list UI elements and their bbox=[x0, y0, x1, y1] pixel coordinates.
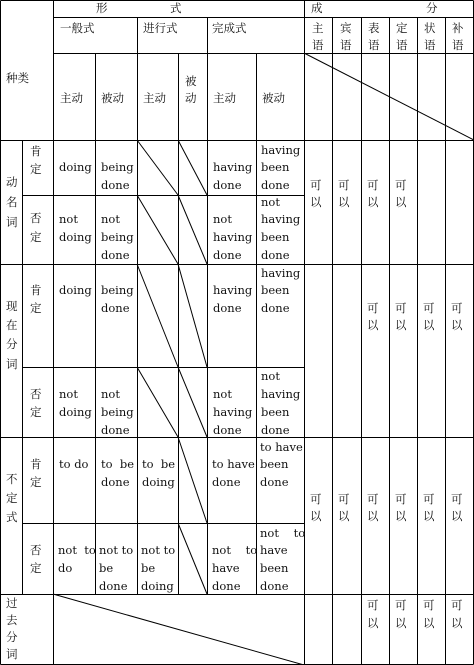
gerund-neg-perfect-passive-2: having bbox=[261, 212, 301, 226]
participle-neg-simple-active-2: doing bbox=[59, 405, 92, 419]
infinitive-ok-subject-1: 可 bbox=[310, 492, 322, 506]
gerund-label-1: 动 bbox=[6, 175, 18, 189]
gerund-neg-simple-passive-2: being bbox=[101, 230, 134, 244]
past-participle-label-4: 词 bbox=[6, 647, 18, 661]
past-participle-ok-adverbial-1: 可 bbox=[423, 598, 435, 612]
infinitive-aff-perfect-passive-3: done bbox=[260, 475, 289, 489]
participle-affirm-2: 定 bbox=[30, 301, 42, 315]
gerund-label-3: 词 bbox=[6, 215, 18, 229]
participle-neg-simple-passive-2: being bbox=[101, 405, 134, 419]
infinitive-ok-object-1: 可 bbox=[338, 492, 350, 506]
participle-neg-perfect-passive-1: not bbox=[261, 369, 280, 383]
component-complement-1: 补 bbox=[452, 21, 464, 35]
infinitive-neg-prog-active-3: doing bbox=[141, 579, 174, 593]
infinitive-ok-subject-2: 以 bbox=[310, 509, 322, 523]
infinitive-ok-attribute-1: 可 bbox=[395, 492, 407, 506]
infinitive-affirm-1: 肯 bbox=[30, 457, 42, 471]
participle-ok-adverbial-1: 可 bbox=[423, 301, 435, 315]
form-title-left: 形 bbox=[96, 1, 108, 15]
participle-neg-perfect-active-3: done bbox=[213, 423, 242, 437]
infinitive-ok-adverbial-2: 以 bbox=[423, 509, 435, 523]
gerund-neg-simple-passive-3: done bbox=[101, 248, 130, 262]
gerund-label-2: 名 bbox=[6, 195, 18, 209]
infinitive-neg-2: 定 bbox=[30, 561, 42, 575]
participle-label-4: 词 bbox=[6, 357, 18, 371]
infinitive-ok-complement-2: 以 bbox=[451, 509, 463, 523]
gerund-neg-simple-active-1: not bbox=[59, 212, 78, 226]
component-predicative-2: 语 bbox=[368, 38, 380, 52]
infinitive-aff-prog-active-2: doing bbox=[142, 475, 175, 489]
infinitive-affirm-2: 定 bbox=[30, 475, 42, 489]
infinitive-aff-simple-passive-2: done bbox=[101, 475, 130, 489]
participle-aff-simple-passive-2: done bbox=[101, 301, 130, 315]
gerund-neg-perfect-active-3: done bbox=[213, 248, 242, 262]
component-object-2: 语 bbox=[340, 38, 352, 52]
infinitive-aff-perfect-active-1: to have bbox=[212, 457, 255, 471]
infinitive-neg-prog-active-2: be bbox=[141, 561, 156, 575]
infinitive-neg-simple-active-1: not to bbox=[58, 543, 96, 557]
gerund-aff-perfect-active-1: having bbox=[213, 160, 253, 174]
participle-neg-2: 定 bbox=[30, 405, 42, 419]
gerund-aff-simple-active: doing bbox=[59, 160, 92, 174]
past-participle-ok-attribute-2: 以 bbox=[395, 616, 407, 630]
infinitive-aff-simple-active: to do bbox=[59, 457, 89, 471]
participle-aff-simple-passive-1: being bbox=[101, 283, 134, 297]
form-title-right: 式 bbox=[170, 1, 182, 15]
participle-ok-complement-2: 以 bbox=[451, 318, 463, 332]
header-simple-active: 主动 bbox=[60, 91, 83, 105]
participle-neg-simple-passive-1: not bbox=[101, 387, 120, 401]
header-simple-passive: 被动 bbox=[101, 91, 124, 105]
past-participle-ok-adverbial-2: 以 bbox=[423, 616, 435, 630]
header-prog-passive-2: 动 bbox=[185, 91, 197, 105]
gerund-ok-object-1: 可 bbox=[338, 178, 350, 192]
participle-neg-perfect-passive-2: having bbox=[261, 387, 301, 401]
gerund-ok-attribute-2: 以 bbox=[395, 195, 407, 209]
gerund-neg-perfect-passive-3: been bbox=[261, 230, 290, 244]
infinitive-ok-predicative-1: 可 bbox=[367, 492, 379, 506]
header-perfect: 完成式 bbox=[212, 21, 247, 35]
participle-aff-perfect-active-1: having bbox=[213, 283, 253, 297]
infinitive-aff-prog-active-1: to be bbox=[142, 457, 176, 471]
participle-ok-attribute-2: 以 bbox=[395, 318, 407, 332]
header-kind: 种类 bbox=[6, 71, 29, 85]
infinitive-neg-perfect-active-1: not to bbox=[212, 543, 258, 557]
header-progressive: 进行式 bbox=[143, 21, 178, 35]
gerund-neg-perfect-passive-1: not bbox=[261, 195, 280, 209]
gerund-aff-simple-passive-2: done bbox=[101, 178, 130, 192]
gerund-affirm-1: 肯 bbox=[30, 144, 42, 158]
infinitive-neg-perfect-passive-2: have bbox=[260, 543, 288, 557]
past-participle-ok-complement-2: 以 bbox=[451, 616, 463, 630]
participle-neg-perfect-active-1: not bbox=[213, 387, 232, 401]
infinitive-neg-perfect-active-3: done bbox=[212, 579, 241, 593]
past-participle-ok-predicative-1: 可 bbox=[367, 598, 379, 612]
header-simple: 一般式 bbox=[60, 21, 95, 35]
gerund-aff-simple-passive-1: being bbox=[101, 160, 134, 174]
component-attribute-1: 定 bbox=[396, 21, 408, 35]
infinitive-ok-object-2: 以 bbox=[338, 509, 350, 523]
participle-neg-1: 否 bbox=[30, 387, 42, 401]
participle-ok-predicative-2: 以 bbox=[367, 318, 379, 332]
header-prog-active: 主动 bbox=[143, 91, 166, 105]
gerund-aff-perfect-passive-2: been bbox=[261, 160, 290, 174]
gerund-ok-predicative-1: 可 bbox=[367, 178, 379, 192]
participle-aff-perfect-passive-3: done bbox=[261, 301, 290, 315]
participle-label-2: 在 bbox=[6, 318, 18, 332]
participle-aff-perfect-passive-1: having bbox=[261, 266, 301, 280]
gerund-ok-subject-1: 可 bbox=[310, 178, 322, 192]
header-perfect-passive: 被动 bbox=[262, 91, 285, 105]
past-participle-ok-predicative-2: 以 bbox=[367, 616, 379, 630]
infinitive-aff-perfect-active-2: done bbox=[212, 475, 241, 489]
gerund-ok-predicative-2: 以 bbox=[367, 195, 379, 209]
past-participle-ok-attribute-1: 可 bbox=[395, 598, 407, 612]
header-perfect-active: 主动 bbox=[213, 91, 236, 105]
infinitive-neg-prog-active-1: not to bbox=[141, 543, 176, 557]
participle-aff-perfect-passive-2: been bbox=[261, 283, 290, 297]
gerund-neg-2: 定 bbox=[30, 230, 42, 244]
gerund-affirm-2: 定 bbox=[30, 162, 42, 176]
infinitive-ok-predicative-2: 以 bbox=[367, 509, 379, 523]
participle-neg-perfect-passive-3: been bbox=[261, 405, 290, 419]
infinitive-aff-perfect-passive-2: been bbox=[260, 457, 289, 471]
infinitive-label-2: 定 bbox=[6, 491, 18, 505]
past-participle-ok-complement-1: 可 bbox=[451, 598, 463, 612]
infinitive-ok-adverbial-1: 可 bbox=[423, 492, 435, 506]
infinitive-neg-simple-passive-2: be bbox=[99, 561, 114, 575]
component-complement-2: 语 bbox=[452, 38, 464, 52]
infinitive-neg-simple-active-2: do bbox=[58, 561, 73, 575]
gerund-neg-1: 否 bbox=[30, 211, 42, 225]
past-participle-label-3: 分 bbox=[6, 630, 18, 644]
participle-neg-perfect-active-2: having bbox=[213, 405, 253, 419]
infinitive-neg-simple-passive-1: not to bbox=[99, 543, 134, 557]
component-predicative-1: 表 bbox=[368, 21, 380, 35]
infinitive-aff-simple-passive-1: to be bbox=[101, 457, 135, 471]
gerund-ok-attribute-1: 可 bbox=[395, 178, 407, 192]
gerund-neg-perfect-active-2: having bbox=[213, 230, 253, 244]
participle-aff-perfect-active-2: done bbox=[213, 301, 242, 315]
gerund-neg-simple-active-2: doing bbox=[59, 230, 92, 244]
infinitive-neg-perfect-passive-3: been bbox=[260, 561, 289, 575]
component-adverbial-1: 状 bbox=[424, 21, 436, 35]
gerund-neg-perfect-passive-4: done bbox=[261, 248, 290, 262]
infinitive-label-3: 式 bbox=[6, 510, 18, 524]
participle-neg-simple-passive-3: done bbox=[101, 423, 130, 437]
participle-ok-adverbial-2: 以 bbox=[423, 318, 435, 332]
gerund-neg-simple-passive-1: not bbox=[101, 212, 120, 226]
participle-ok-attribute-1: 可 bbox=[395, 301, 407, 315]
gerund-neg-perfect-active-1: not bbox=[213, 212, 232, 226]
component-title-right: 分 bbox=[426, 1, 438, 15]
infinitive-label-1: 不 bbox=[6, 472, 18, 486]
gerund-ok-object-2: 以 bbox=[338, 195, 350, 209]
gerund-aff-perfect-passive-1: having bbox=[261, 143, 301, 157]
gerund-ok-subject-2: 以 bbox=[310, 195, 322, 209]
participle-affirm-1: 肯 bbox=[30, 283, 42, 297]
participle-label-3: 分 bbox=[6, 337, 18, 351]
infinitive-neg-perfect-passive-1: not to bbox=[260, 526, 306, 540]
infinitive-aff-perfect-passive-1: to have bbox=[260, 440, 303, 454]
component-adverbial-2: 语 bbox=[424, 38, 436, 52]
participle-neg-simple-active-1: not bbox=[59, 387, 78, 401]
gerund-aff-perfect-active-2: done bbox=[213, 178, 242, 192]
participle-ok-complement-1: 可 bbox=[451, 301, 463, 315]
component-attribute-2: 语 bbox=[396, 38, 408, 52]
infinitive-neg-perfect-active-2: have bbox=[212, 561, 240, 575]
component-subject-2: 语 bbox=[312, 38, 324, 52]
infinitive-neg-perfect-passive-4: done bbox=[260, 579, 289, 593]
component-object-1: 宾 bbox=[340, 21, 352, 35]
header-prog-passive-1: 被 bbox=[185, 74, 197, 88]
component-subject-1: 主 bbox=[312, 21, 324, 35]
component-title-left: 成 bbox=[311, 1, 323, 15]
gerund-aff-perfect-passive-3: done bbox=[261, 178, 290, 192]
infinitive-neg-1: 否 bbox=[30, 543, 42, 557]
infinitive-ok-attribute-2: 以 bbox=[395, 509, 407, 523]
past-participle-label-1: 过 bbox=[6, 596, 18, 610]
participle-label-1: 现 bbox=[6, 299, 18, 313]
participle-neg-perfect-passive-4: done bbox=[261, 423, 290, 437]
participle-aff-simple-active: doing bbox=[59, 283, 92, 297]
infinitive-neg-simple-passive-3: done bbox=[99, 579, 128, 593]
participle-ok-predicative-1: 可 bbox=[367, 301, 379, 315]
past-participle-label-2: 去 bbox=[6, 613, 18, 627]
infinitive-ok-complement-1: 可 bbox=[451, 492, 463, 506]
